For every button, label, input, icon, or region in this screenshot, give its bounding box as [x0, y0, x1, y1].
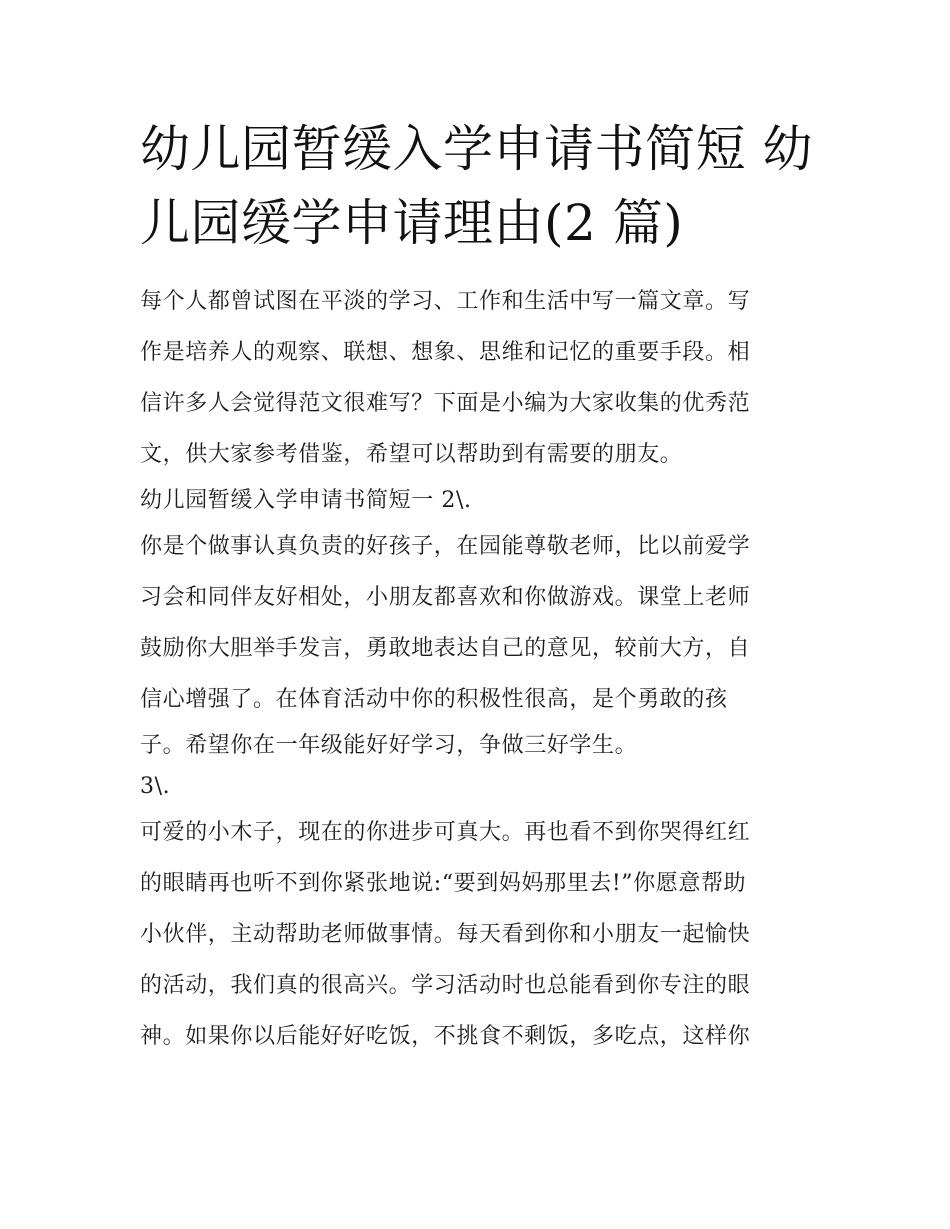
section-heading: 3\. — [140, 774, 171, 799]
title-line: 幼儿园暂缓入学申请书简短 幼 — [140, 120, 813, 178]
section-heading: 幼儿园暂缓入学申请书简短一 2\. — [140, 488, 472, 513]
text-line: 小伙伴，主动帮助老师做事情。每天看到你和小朋友一起愉快 — [140, 922, 751, 947]
text-line: 鼓励你大胆举手发言，勇敢地表达自己的意见，较前大方，自 — [140, 636, 751, 661]
text-line: 信许多人会觉得范文很难写？下面是小编为大家收集的优秀范 — [140, 391, 751, 416]
document-body — [140, 276, 830, 1062]
text-line: 信心增强了。在体育活动中你的积极性很高，是个勇敢的孩 — [140, 687, 728, 712]
text-line: 的活动，我们真的很高兴。学习活动时也总能看到你专注的眼 — [140, 973, 751, 998]
text-line: 每个人都曾试图在平淡的学习、工作和生活中写一篇文章。写 — [140, 289, 751, 314]
text-line: 子。希望你在一年级能好好学习，争做三好学生。 — [140, 733, 638, 758]
text-line: 你是个做事认真负责的好孩子，在园能尊敬老师，比以前爱学 — [140, 534, 751, 559]
title-line: 儿园缓学申请理由(2 篇) — [140, 194, 684, 252]
section-paragraph — [140, 521, 830, 766]
document-title — [140, 112, 820, 260]
intro-paragraph — [140, 276, 830, 480]
text-line: 神。如果你以后能好好吃饭，不挑食不剩饭，多吃点，这样你 — [140, 1024, 751, 1049]
text-line: 作是培养人的观察、联想、想象、思维和记忆的重要手段。相 — [140, 340, 751, 365]
text-line: 文，供大家参考借鉴，希望可以帮助到有需要的朋友。 — [140, 442, 683, 467]
text-line: 的眼睛再也听不到你紧张地说:“要到妈妈那里去!”你愿意帮助 — [140, 871, 747, 896]
text-line: 可爱的小木子，现在的你进步可真大。再也看不到你哭得红红 — [140, 820, 751, 845]
section-paragraph — [140, 807, 830, 1062]
text-line: 习会和同伴友好相处，小朋友都喜欢和你做游戏。课堂上老师 — [140, 585, 751, 610]
